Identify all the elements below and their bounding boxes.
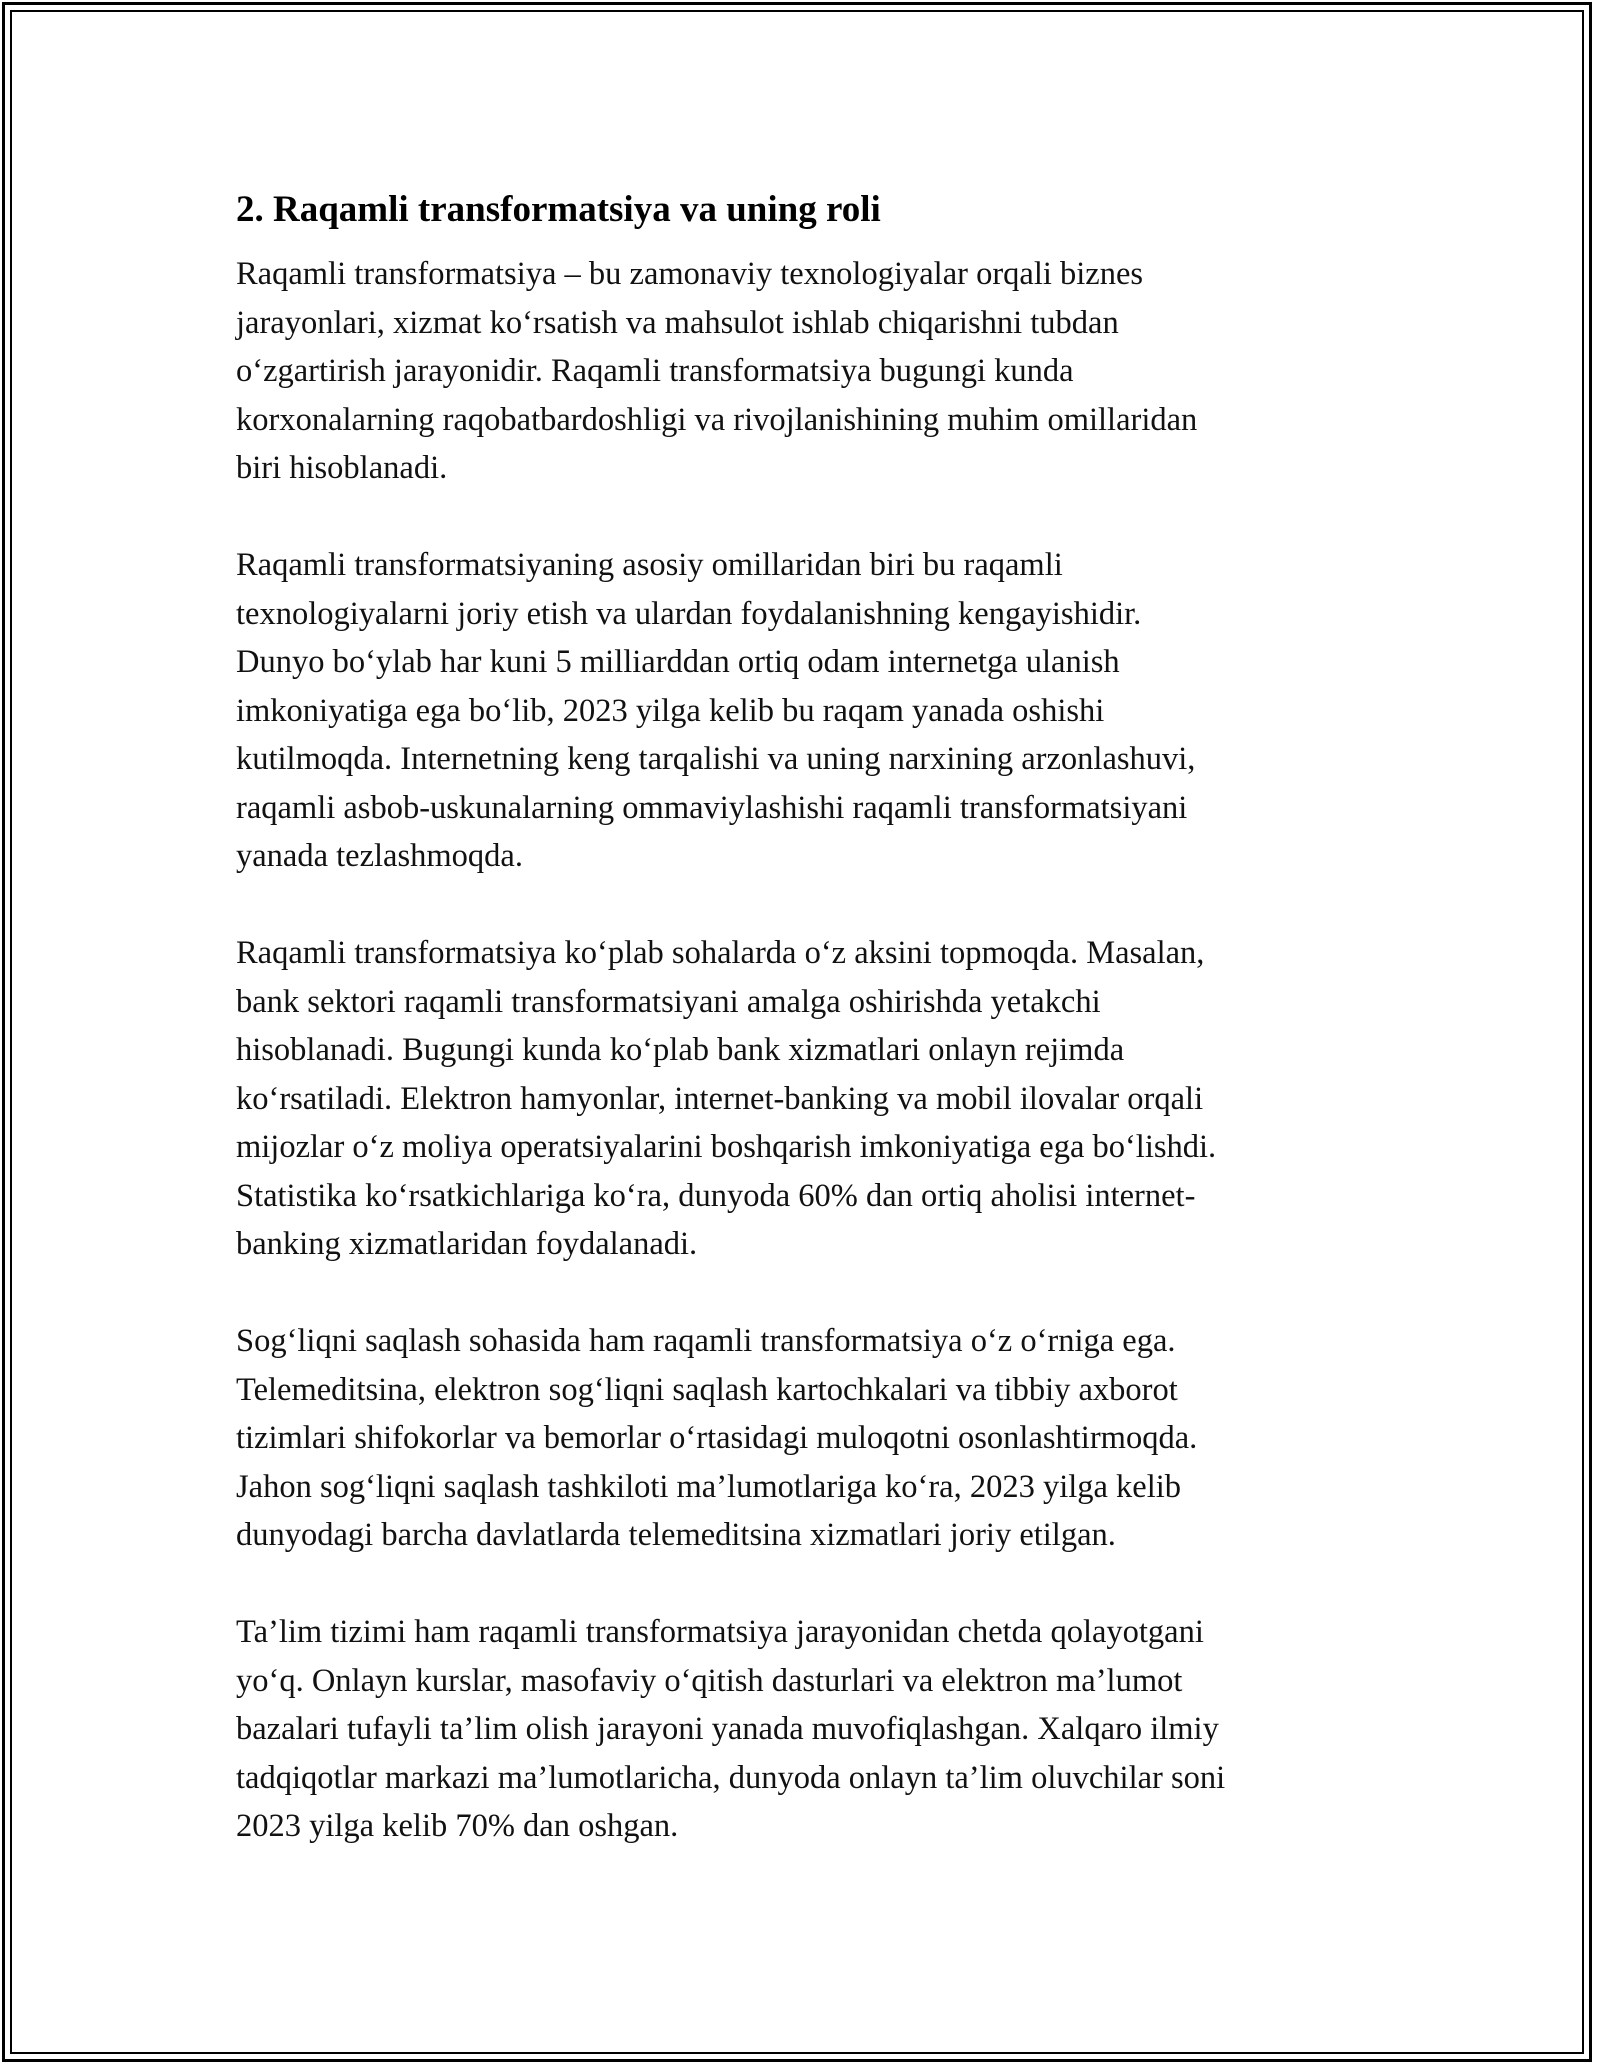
paragraph-line: korxonalarning raqobatbardoshligi va rivojlanishining muhim omillaridan [236, 401, 1198, 438]
paragraph-line: dunyodagi barcha davlatlarda telemeditsina xizmatlari joriy etilgan. [236, 1517, 1116, 1553]
section-heading: 2. Raqamli transformatsiya va uning roli [236, 189, 881, 230]
paragraph-line: Telemeditsina, elektron sog‘liqni saqlash kartochkalari va tibbiy axborot [236, 1371, 1178, 1408]
paragraph-line: texnologiyalarni joriy etish va ulardan foydalanishning kengayishidir. [236, 595, 1142, 632]
paragraph-line: tizimlari shifokorlar va bemorlar o‘rtasidagi muloqotni osonlashtirmoqda. [236, 1420, 1198, 1456]
paragraph-line: o‘zgartirish jarayonidir. Raqamli transformatsiya bugungi kunda [236, 353, 1074, 389]
paragraph-line: kutilmoqda. Internetning keng tarqalishi va uning narxining arzonlashuvi, [236, 741, 1196, 777]
paragraph [236, 541, 1366, 881]
paragraph-line: Statistika ko‘rsatkichlariga ko‘ra, dunyoda 60% dan ortiq aholisi internet- [236, 1177, 1196, 1214]
paragraph [236, 250, 1366, 493]
paragraph-line: bazalari tufayli ta’lim olish jarayoni yanada muvofiqlashgan. Xalqaro ilmiy [236, 1711, 1219, 1747]
paragraph-line: banking xizmatlaridan foydalanadi. [236, 1226, 698, 1262]
paragraph-line: imkoniyatiga ega bo‘lib, 2023 yilga kelib bu raqam yanada oshishi [236, 692, 1105, 729]
paragraph-line: raqamli asbob-uskunalarning ommaviylashishi raqamli transformatsiyani [236, 789, 1188, 826]
paragraph-line: tadqiqotlar markazi ma’lumotlaricha, dunyoda onlayn ta’lim oluvchilar soni [236, 1759, 1226, 1796]
paragraph-line: Raqamli transformatsiyaning asosiy omillaridan biri bu raqamli [236, 547, 1063, 583]
paragraph [236, 929, 1366, 1269]
paragraph-line: mijozlar o‘z moliya operatsiyalarini boshqarish imkoniyatiga ega bo‘lishdi. [236, 1129, 1217, 1165]
paragraph-line: bank sektori raqamli transformatsiyani amalga oshirishda yetakchi [236, 983, 1101, 1020]
paragraph-line: Ta’lim tizimi ham raqamli transformatsiya jarayonidan chetda qolayotgani [236, 1614, 1204, 1650]
paragraph [236, 1608, 1366, 1851]
paragraph-line: jarayonlari, xizmat ko‘rsatish va mahsulot ishlab chiqarishni tubdan [236, 304, 1119, 341]
paragraph-line: Raqamli transformatsiya ko‘plab sohalarda o‘z aksini topmoqda. Masalan, [236, 935, 1205, 971]
paragraph-line: 2023 yilga kelib 70% dan oshgan. [236, 1808, 679, 1844]
paragraph-line: yo‘q. Onlayn kurslar, masofaviy o‘qitish dasturlari va elektron ma’lumot [236, 1662, 1183, 1699]
paragraph-list [236, 250, 1366, 1851]
document-body [236, 186, 1366, 1899]
paragraph-line: yanada tezlashmoqda. [236, 838, 523, 874]
paragraph-line: hisoblanadi. Bugungi kunda ko‘plab bank xizmatlari onlayn rejimda [236, 1032, 1125, 1068]
paragraph [236, 1317, 1366, 1560]
paragraph-line: Sog‘liqni saqlash sohasida ham raqamli transformatsiya o‘z o‘rniga ega. [236, 1323, 1176, 1359]
paragraph-line: Jahon sog‘liqni saqlash tashkiloti ma’lumotlariga ko‘ra, 2023 yilga kelib [236, 1468, 1182, 1505]
paragraph-line: biri hisoblanadi. [236, 450, 448, 486]
paragraph-line: ko‘rsatiladi. Elektron hamyonlar, internet-banking va mobil ilovalar orqali [236, 1080, 1204, 1117]
paragraph-line: Raqamli transformatsiya – bu zamonaviy texnologiyalar orqali biznes [236, 256, 1144, 292]
paragraph-line: Dunyo bo‘ylab har kuni 5 milliarddan ortiq odam internetga ulanish [236, 644, 1120, 680]
